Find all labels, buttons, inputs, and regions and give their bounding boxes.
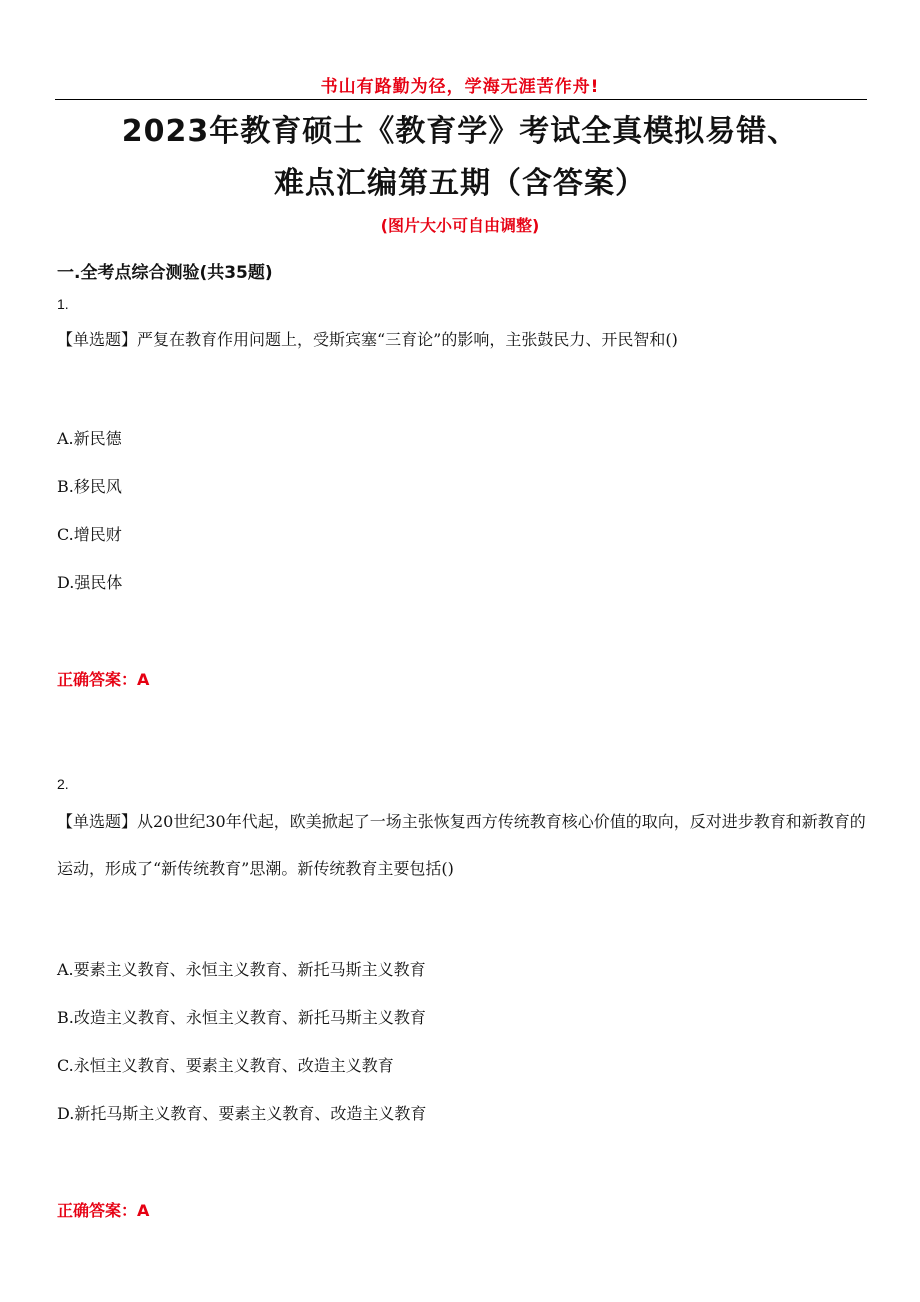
option-c: C.永恒主义教育、要素主义教育、改造主义教育 <box>57 1056 394 1075</box>
correct-answer: 正确答案：A <box>57 670 150 689</box>
image-resize-note: (图片大小可自由调整) <box>380 216 540 235</box>
question-stem: 【单选题】严复在教育作用问题上，受斯宾塞“三育论”的影响，主张鼓民力、开民智和() <box>57 330 678 349</box>
document-title <box>40 106 880 210</box>
header-rule <box>55 99 867 100</box>
option-d: D.新托马斯主义教育、要素主义教育、改造主义教育 <box>57 1104 427 1123</box>
question-number: 2. <box>57 776 69 792</box>
title-line-1: 2023年教育硕士《教育学》考试全真模拟易错、 <box>121 114 799 149</box>
title-line-2: 难点汇编第五期（含答案） <box>274 166 646 201</box>
option-b: B.改造主义教育、永恒主义教育、新托马斯主义教育 <box>57 1008 426 1027</box>
option-d: D.强民体 <box>57 573 123 592</box>
question-stem: 【单选题】从20世纪30年代起，欧美掀起了一场主张恢复西方传统教育核心价值的取向，反对进步教育和新教育的运动，形成了“新传统教育”思潮。新传统教育主要包括() <box>57 812 866 878</box>
option-c: C.增民财 <box>57 525 122 544</box>
question-number: 1. <box>57 296 69 312</box>
header-motto: 书山有路勤为径，学海无涯苦作舟! <box>320 77 600 97</box>
correct-answer: 正确答案：A <box>57 1201 150 1220</box>
option-a: A.要素主义教育、永恒主义教育、新托马斯主义教育 <box>57 960 426 979</box>
option-a: A.新民德 <box>57 429 122 448</box>
section-heading: 一.全考点综合测验(共35题) <box>57 263 273 283</box>
option-b: B.移民风 <box>57 477 122 496</box>
